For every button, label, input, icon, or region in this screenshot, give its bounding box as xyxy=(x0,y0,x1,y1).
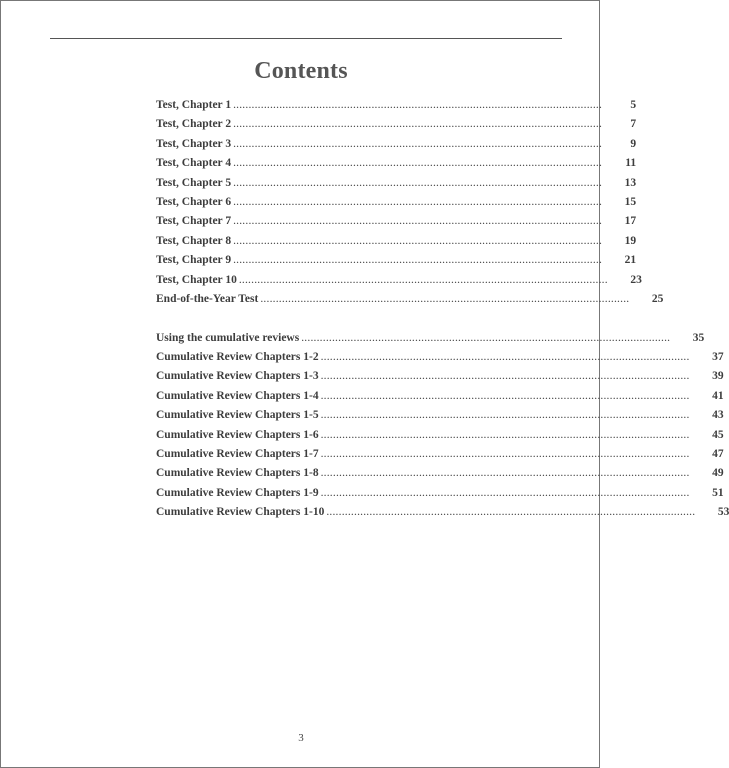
toc-entry-page: 7 xyxy=(630,118,637,131)
header-rule xyxy=(50,38,562,39)
toc-entry xyxy=(156,486,724,506)
toc-leader-dots: ........................................................................................................................ xyxy=(233,234,603,247)
toc-entry-page: 23 xyxy=(630,273,642,286)
page-number: 3 xyxy=(298,732,304,744)
toc-leader-dots: ........................................................................................................................ xyxy=(233,195,603,208)
toc-entry-page: 41 xyxy=(712,389,724,402)
toc-entry xyxy=(156,254,637,273)
table-of-contents xyxy=(156,99,729,526)
toc-entry-page: 35 xyxy=(692,331,705,344)
toc-leader-dots: ........................................................................................................................ xyxy=(233,137,603,150)
toc-entry-label: Cumulative Review Chapters 1-4 xyxy=(156,389,319,402)
toc-entry-page: 43 xyxy=(712,409,724,422)
toc-entry-label: Cumulative Review Chapters 1-7 xyxy=(156,448,319,461)
toc-group-tests xyxy=(156,99,664,312)
toc-entry-label: Cumulative Review Chapters 1-3 xyxy=(156,370,319,383)
toc-entry xyxy=(156,292,664,312)
toc-leader-dots: ........................................................................................................................ xyxy=(320,467,690,480)
toc-leader-dots: ........................................................................................................................ xyxy=(260,292,630,305)
toc-leader-dots: ........................................................................................................................ xyxy=(301,331,671,344)
toc-leader-dots: ........................................................................................................................ xyxy=(233,118,603,131)
toc-entry-label: Test, Chapter 7 xyxy=(156,215,232,228)
toc-entry-page: 51 xyxy=(712,486,724,499)
toc-entry-label: Cumulative Review Chapters 1-9 xyxy=(156,486,319,499)
toc-entry xyxy=(156,370,724,389)
toc-leader-dots: ........................................................................................................................ xyxy=(320,448,690,461)
toc-leader-dots: ........................................................................................................................ xyxy=(326,506,696,519)
toc-entry xyxy=(156,234,637,254)
toc-entry-page: 9 xyxy=(630,137,637,150)
toc-entry-label: Test, Chapter 9 xyxy=(156,254,232,267)
toc-entry-label: Cumulative Review Chapters 1-8 xyxy=(156,467,319,480)
toc-entry xyxy=(156,448,724,467)
toc-entry xyxy=(156,215,637,234)
toc-entry-label: Test, Chapter 10 xyxy=(156,273,237,286)
toc-entry-page: 13 xyxy=(624,176,637,189)
toc-entry-page: 19 xyxy=(624,234,637,247)
toc-entry xyxy=(156,118,637,137)
toc-entry-page: 21 xyxy=(624,254,637,267)
toc-entry-label: Test, Chapter 5 xyxy=(156,176,232,189)
toc-leader-dots: ........................................................................................................................ xyxy=(320,409,690,422)
toc-entry-label: Test, Chapter 1 xyxy=(156,99,232,111)
toc-leader-dots: ........................................................................................................................ xyxy=(233,99,603,111)
toc-entry xyxy=(156,467,724,486)
toc-entry-page: 53 xyxy=(717,506,729,519)
toc-leader-dots: ........................................................................................................................ xyxy=(320,389,690,402)
toc-entry xyxy=(156,389,724,409)
toc-entry xyxy=(156,176,637,196)
toc-entry-page: 37 xyxy=(712,351,724,364)
toc-entry xyxy=(156,157,637,176)
page-title: Contents xyxy=(254,58,348,84)
toc-entry xyxy=(156,428,724,448)
toc-entry-label: End-of-the-Year Test xyxy=(156,292,259,305)
toc-entry-label: Cumulative Review Chapters 1-5 xyxy=(156,409,319,422)
toc-leader-dots: ........................................................................................................................ xyxy=(320,428,690,441)
toc-entry xyxy=(156,409,724,428)
toc-leader-dots: ........................................................................................................................ xyxy=(233,215,603,228)
toc-group-cumulative-reviews xyxy=(156,331,729,526)
toc-entry-label: Test, Chapter 6 xyxy=(156,195,232,208)
toc-entry-page: 25 xyxy=(651,292,664,305)
toc-entry-page: 47 xyxy=(712,448,724,461)
toc-entry-label: Test, Chapter 8 xyxy=(156,234,232,247)
toc-leader-dots: ........................................................................................................................ xyxy=(233,254,603,267)
toc-entry-label: Test, Chapter 3 xyxy=(156,137,232,150)
toc-entry-page: 15 xyxy=(624,195,637,208)
toc-entry-label: Cumulative Review Chapters 1-2 xyxy=(156,351,319,364)
toc-entry-label: Using the cumulative reviews xyxy=(156,331,300,344)
toc-leader-dots: ........................................................................................................................ xyxy=(320,486,690,499)
toc-entry xyxy=(156,506,729,525)
toc-entry-page: 11 xyxy=(625,157,637,170)
toc-entry-label: Cumulative Review Chapters 1-10 xyxy=(156,506,325,519)
toc-entry-page: 39 xyxy=(712,370,724,383)
toc-entry xyxy=(156,351,724,370)
toc-entry-page: 5 xyxy=(630,99,637,111)
toc-entry xyxy=(156,137,637,157)
toc-entry xyxy=(156,273,642,293)
toc-entry-label: Test, Chapter 4 xyxy=(156,157,232,170)
toc-group-spacer xyxy=(156,312,460,331)
toc-entry xyxy=(156,195,637,215)
toc-leader-dots: ........................................................................................................................ xyxy=(320,351,690,364)
toc-leader-dots: ........................................................................................................................ xyxy=(238,273,608,286)
toc-entry xyxy=(156,331,705,351)
toc-entry-page: 17 xyxy=(624,215,637,228)
toc-entry-label: Cumulative Review Chapters 1-6 xyxy=(156,428,319,441)
toc-leader-dots: ........................................................................................................................ xyxy=(233,176,603,189)
toc-entry xyxy=(156,99,637,118)
toc-leader-dots: ........................................................................................................................ xyxy=(320,370,690,383)
toc-entry-label: Test, Chapter 2 xyxy=(156,118,232,131)
toc-leader-dots: ........................................................................................................................ xyxy=(233,157,603,170)
toc-entry-page: 45 xyxy=(712,428,724,441)
toc-entry-page: 49 xyxy=(712,467,724,480)
